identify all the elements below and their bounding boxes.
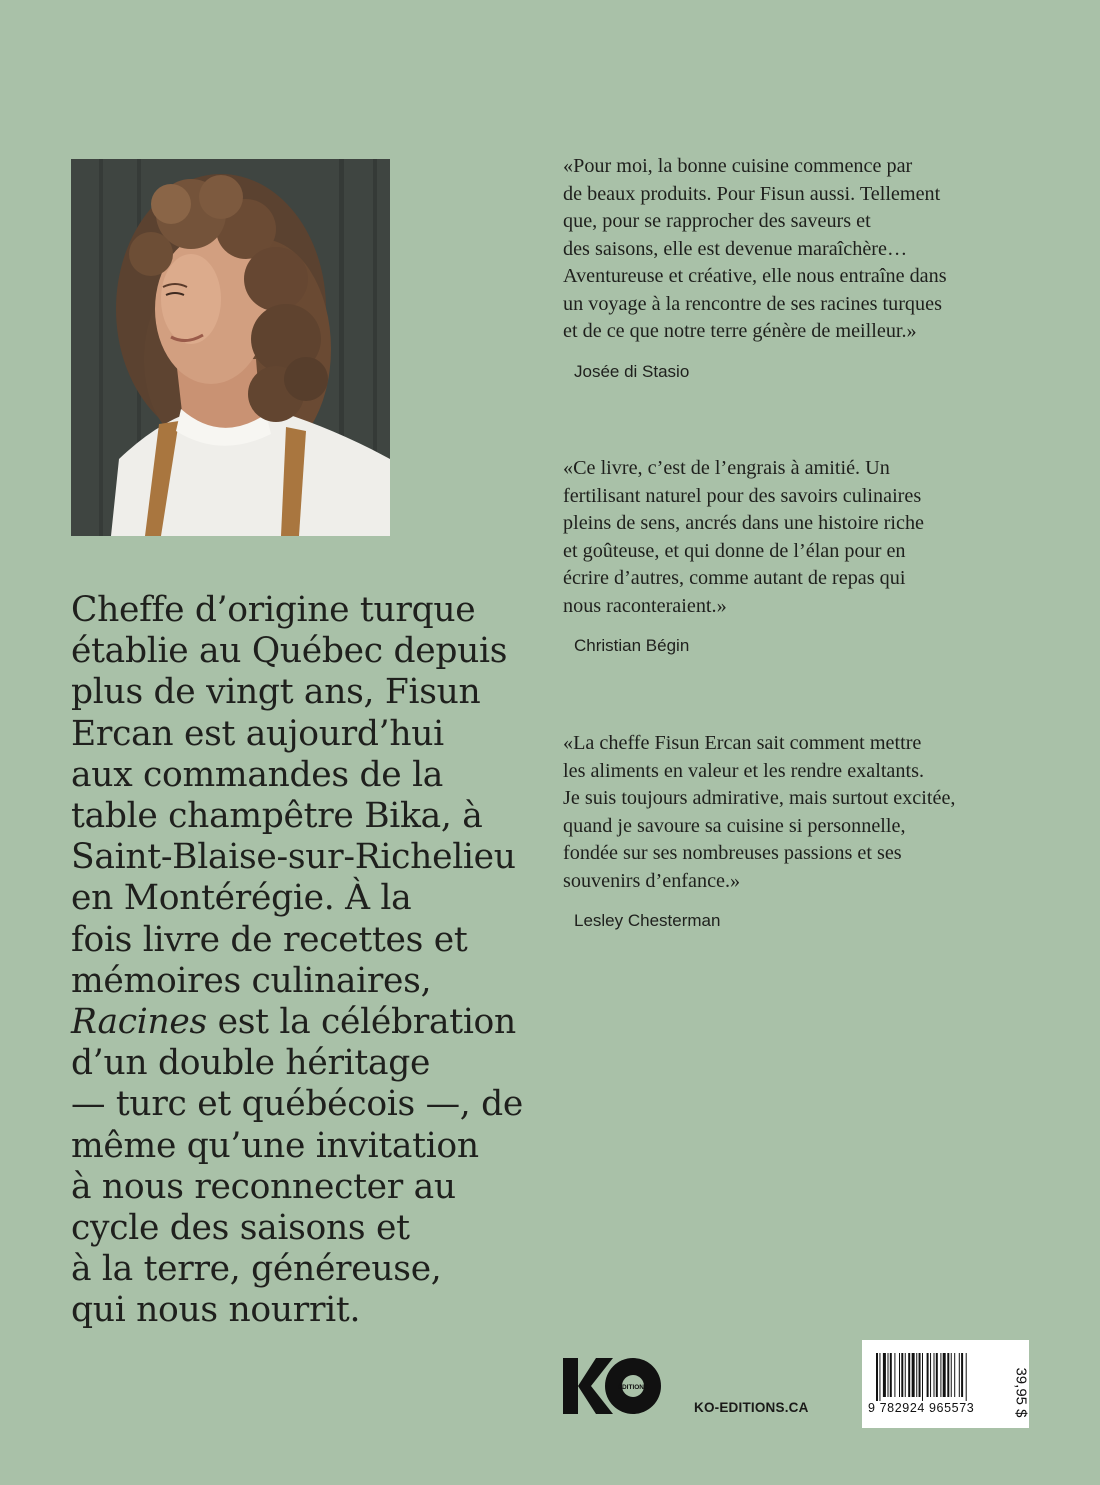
blurb-line: établie au Québec depuis	[71, 631, 508, 672]
quote-author: Josée di Stasio	[574, 361, 690, 381]
barcode-bar	[954, 1353, 955, 1397]
quote-line: Je suis toujours admirative, mais surtout excitée,	[563, 787, 956, 809]
barcode-bar	[961, 1353, 963, 1397]
author-portrait-photo	[71, 159, 390, 536]
quote-line: fondée sur ses nombreuses passions et ses	[563, 842, 902, 864]
quote-line: «Ce livre, c’est de l’engrais à amitié. Un	[563, 457, 890, 479]
quote-line: souvenirs d’enfance.»	[563, 869, 741, 892]
barcode-bar	[951, 1353, 952, 1397]
barcode-bar	[899, 1353, 900, 1397]
quote-lesley-chesterman	[563, 730, 1043, 931]
barcode-bar	[930, 1353, 931, 1397]
barcode-bar	[927, 1353, 929, 1397]
quote-josee-di-stasio	[563, 153, 1043, 382]
book-title-italic: Racines	[71, 1002, 207, 1043]
blurb-line: — turc et québécois —, de	[71, 1084, 524, 1125]
publisher-website: KO-EDITIONS.CA	[694, 1400, 809, 1415]
barcode-icon	[876, 1353, 996, 1401]
quote-line: quand je savoure sa cuisine si personnelle,	[563, 814, 906, 837]
quote-author: Christian Bégin	[574, 636, 690, 655]
barcode-bar	[966, 1353, 967, 1401]
publisher-logo	[563, 1356, 663, 1416]
quote-line: de beaux produits. Pour Fisun aussi. Tellement	[563, 182, 941, 205]
blurb-line: d’un double héritage	[71, 1043, 431, 1084]
quote-line: nous raconteraient.»	[563, 594, 727, 617]
quote-line: pleins de sens, ancrés dans une histoire riche	[563, 512, 925, 534]
blurb-line: même qu’une invitation	[71, 1125, 479, 1166]
blurb-line: plus de vingt ans, Fisun	[71, 672, 481, 713]
logo-badge-text: ÉDITIONS	[617, 1384, 649, 1391]
portrait-illustration	[71, 159, 390, 536]
quote-line: Aventureuse et créative, elle nous entraîne dans	[563, 265, 947, 287]
blurb-line	[71, 1002, 541, 1043]
quote-line: un voyage à la rencontre de ses racines turques	[563, 292, 942, 315]
barcode-bar	[888, 1353, 889, 1397]
barcode-bar	[959, 1353, 960, 1397]
barcode-bar	[940, 1353, 941, 1397]
barcode-bar	[901, 1353, 903, 1397]
quote-text	[563, 153, 1043, 346]
blurb-line: en Montérégie. À la	[71, 878, 412, 919]
blurb-line: mémoires culinaires,	[71, 960, 432, 1001]
blurb-line: à nous reconnecter au	[71, 1166, 456, 1207]
blurb-line: table champêtre Bika, à	[71, 796, 483, 837]
barcode-bar	[883, 1353, 886, 1397]
book-description	[71, 590, 541, 1332]
blurb-line: Cheffe d’origine turque	[71, 590, 476, 630]
barcode-bar	[916, 1353, 917, 1397]
barcode-bar	[890, 1353, 892, 1397]
isbn-digits: 9 782924 965573	[868, 1401, 975, 1415]
blurb-line: aux commandes de la	[71, 754, 444, 795]
barcode-bar	[934, 1353, 935, 1397]
quote-line: fertilisant naturel pour des savoirs culinaires	[563, 484, 922, 507]
blurb-line: cycle des saisons et	[71, 1208, 410, 1249]
barcode-bar	[912, 1353, 915, 1397]
barcode-bar	[894, 1353, 895, 1397]
barcode-bar	[876, 1353, 878, 1401]
quote-line: et goûteuse, et qui donne de l’élan pour en	[563, 539, 906, 562]
quote-christian-begin	[563, 455, 1043, 656]
blurb-line: à la terre, généreuse,	[71, 1249, 442, 1290]
barcode-bar	[908, 1353, 910, 1397]
barcode-bar	[905, 1353, 906, 1397]
quote-line: les aliments en valeur et les rendre exaltants.	[563, 759, 924, 782]
quote-line: écrire d’autres, comme autant de repas qui	[563, 567, 906, 589]
ko-editions-logo-icon	[563, 1356, 663, 1416]
blurb-line: Saint-Blaise-sur-Richelieu	[71, 837, 516, 878]
quote-text	[563, 730, 1043, 895]
blurb-line: qui nous nourrit.	[71, 1290, 361, 1331]
barcode-bar	[879, 1353, 880, 1401]
barcode-bar	[947, 1353, 949, 1397]
quote-line: et de ce que notre terre génère de meilleur.»	[563, 320, 917, 342]
barcode-bar	[922, 1353, 923, 1401]
quote-line: «Pour moi, la bonne cuisine commence par	[563, 155, 913, 177]
blurb-line-rest: est la célébration	[206, 1002, 516, 1043]
barcode-bar	[943, 1353, 946, 1397]
quote-author: Lesley Chesterman	[574, 911, 721, 930]
blurb-line: Ercan est aujourd’hui	[71, 713, 444, 754]
quote-line: «La cheffe Fisun Ercan sait comment mettre	[563, 732, 922, 754]
barcode-bar	[936, 1353, 938, 1397]
barcode-area	[862, 1340, 1029, 1428]
quote-line: que, pour se rapprocher des saveurs et	[563, 210, 871, 232]
quote-text	[563, 455, 1043, 620]
barcode-bar	[919, 1353, 921, 1397]
blurb-line: fois livre de recettes et	[71, 919, 468, 960]
price: 39,95 $	[1012, 1367, 1030, 1418]
quote-line: des saisons, elle est devenue maraîchère…	[563, 237, 908, 260]
